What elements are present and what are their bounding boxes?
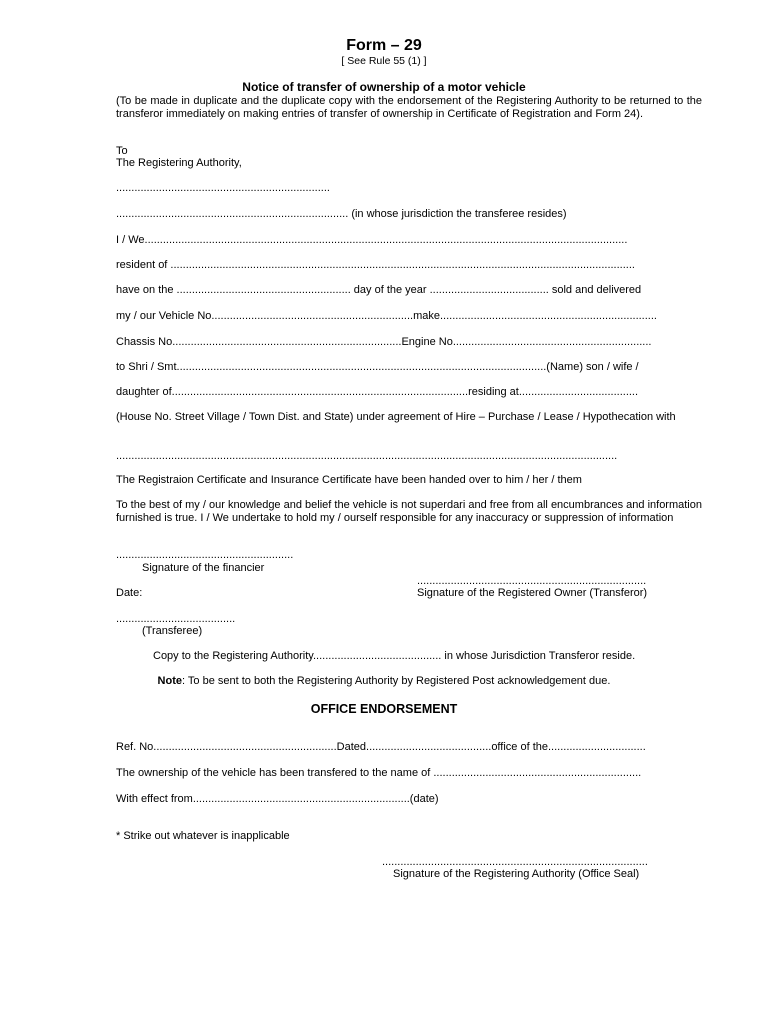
address-to: To: [116, 145, 128, 157]
date-label: Date:: [116, 587, 143, 599]
transferee-signature-label: (Transferee): [142, 625, 203, 637]
daughter-line: daughter of.................................................................................................residing at.......................................: [116, 386, 639, 398]
agreement-paragraph: (House No. Street Village / Town Dist. and State) under agreement of Hire – Purchase / Lease / Hypothecation with: [116, 411, 676, 423]
transferor-name-line: I / We..............................................................................................................................................................: [116, 234, 628, 246]
vehicle-line: my / our Vehicle No..................................................................make.......................................................................: [116, 310, 657, 322]
office-endorsement-heading: OFFICE ENDORSEMENT: [310, 702, 458, 716]
resident-line: resident of ........................................................................................................................................................: [116, 259, 635, 271]
agreement-dotted-line: ....................................................................................................................................................................: [116, 450, 618, 462]
authority-signature-label: Signature of the Registering Authority (Office Seal): [393, 868, 640, 880]
address-line-1: ......................................................................: [116, 182, 330, 194]
transferee-name-line: to Shri / Smt.........................................................................................................................(Name) son / wife /: [116, 361, 639, 373]
intro-paragraph: (To be made in duplicate and the duplicate copy with the endorsement of the Registering Authority to be returned to the transferor immediately on making entries of transfer of ownership in Certificate of Registration and Form 24).: [116, 95, 702, 120]
ref-line: Ref. No............................................................Dated.........................................office of the................................: [116, 741, 646, 753]
effect-line: With effect from.......................................................................(date): [116, 793, 439, 805]
rule-reference: [ See Rule 55 (1) ]: [341, 55, 427, 67]
sale-date-line: have on the ......................................................... day of the year ....................................... sold and delivered: [116, 284, 642, 296]
copy-line: Copy to the Registering Authority.......................................... in whose Jurisdiction Transferor reside.: [153, 650, 636, 662]
address-line-2: ............................................................................ (in whose jurisdiction the transferee resides): [116, 208, 567, 220]
certificate-line: The Registraion Certificate and Insurance Certificate have been handed over to him / her / them: [116, 474, 582, 486]
chassis-line: Chassis No...........................................................................Engine No.................................................................: [116, 336, 652, 348]
note-label: Note: [157, 675, 182, 687]
note-line: [0, 675, 768, 688]
owner-signature-line: ...........................................................................: [417, 575, 647, 587]
financier-signature-line: ..........................................................: [116, 549, 294, 561]
address-authority: The Registering Authority,: [116, 157, 242, 169]
ownership-line: The ownership of the vehicle has been transfered to the name of ....................................................................: [116, 767, 642, 779]
declaration-paragraph: To the best of my / our knowledge and belief the vehicle is not superdari and free from all encumbrances and information furnished is true. I / We undertake to hold my / ourself responsible for any inaccuracy or suppression of information: [116, 499, 702, 524]
transferee-signature-line: .......................................: [116, 613, 236, 625]
note-text: : To be sent to both the Registering Authority by Registered Post acknowledgement due.: [182, 675, 611, 687]
strike-note: * Strike out whatever is inapplicable: [116, 830, 290, 842]
financier-signature-label: Signature of the financier: [142, 562, 265, 574]
authority-signature-line: .......................................................................................: [382, 856, 648, 868]
form-heading: Notice of transfer of ownership of a motor vehicle: [242, 80, 526, 94]
form-title: Form – 29: [346, 37, 422, 54]
owner-signature-label: Signature of the Registered Owner (Transferor): [417, 587, 648, 599]
